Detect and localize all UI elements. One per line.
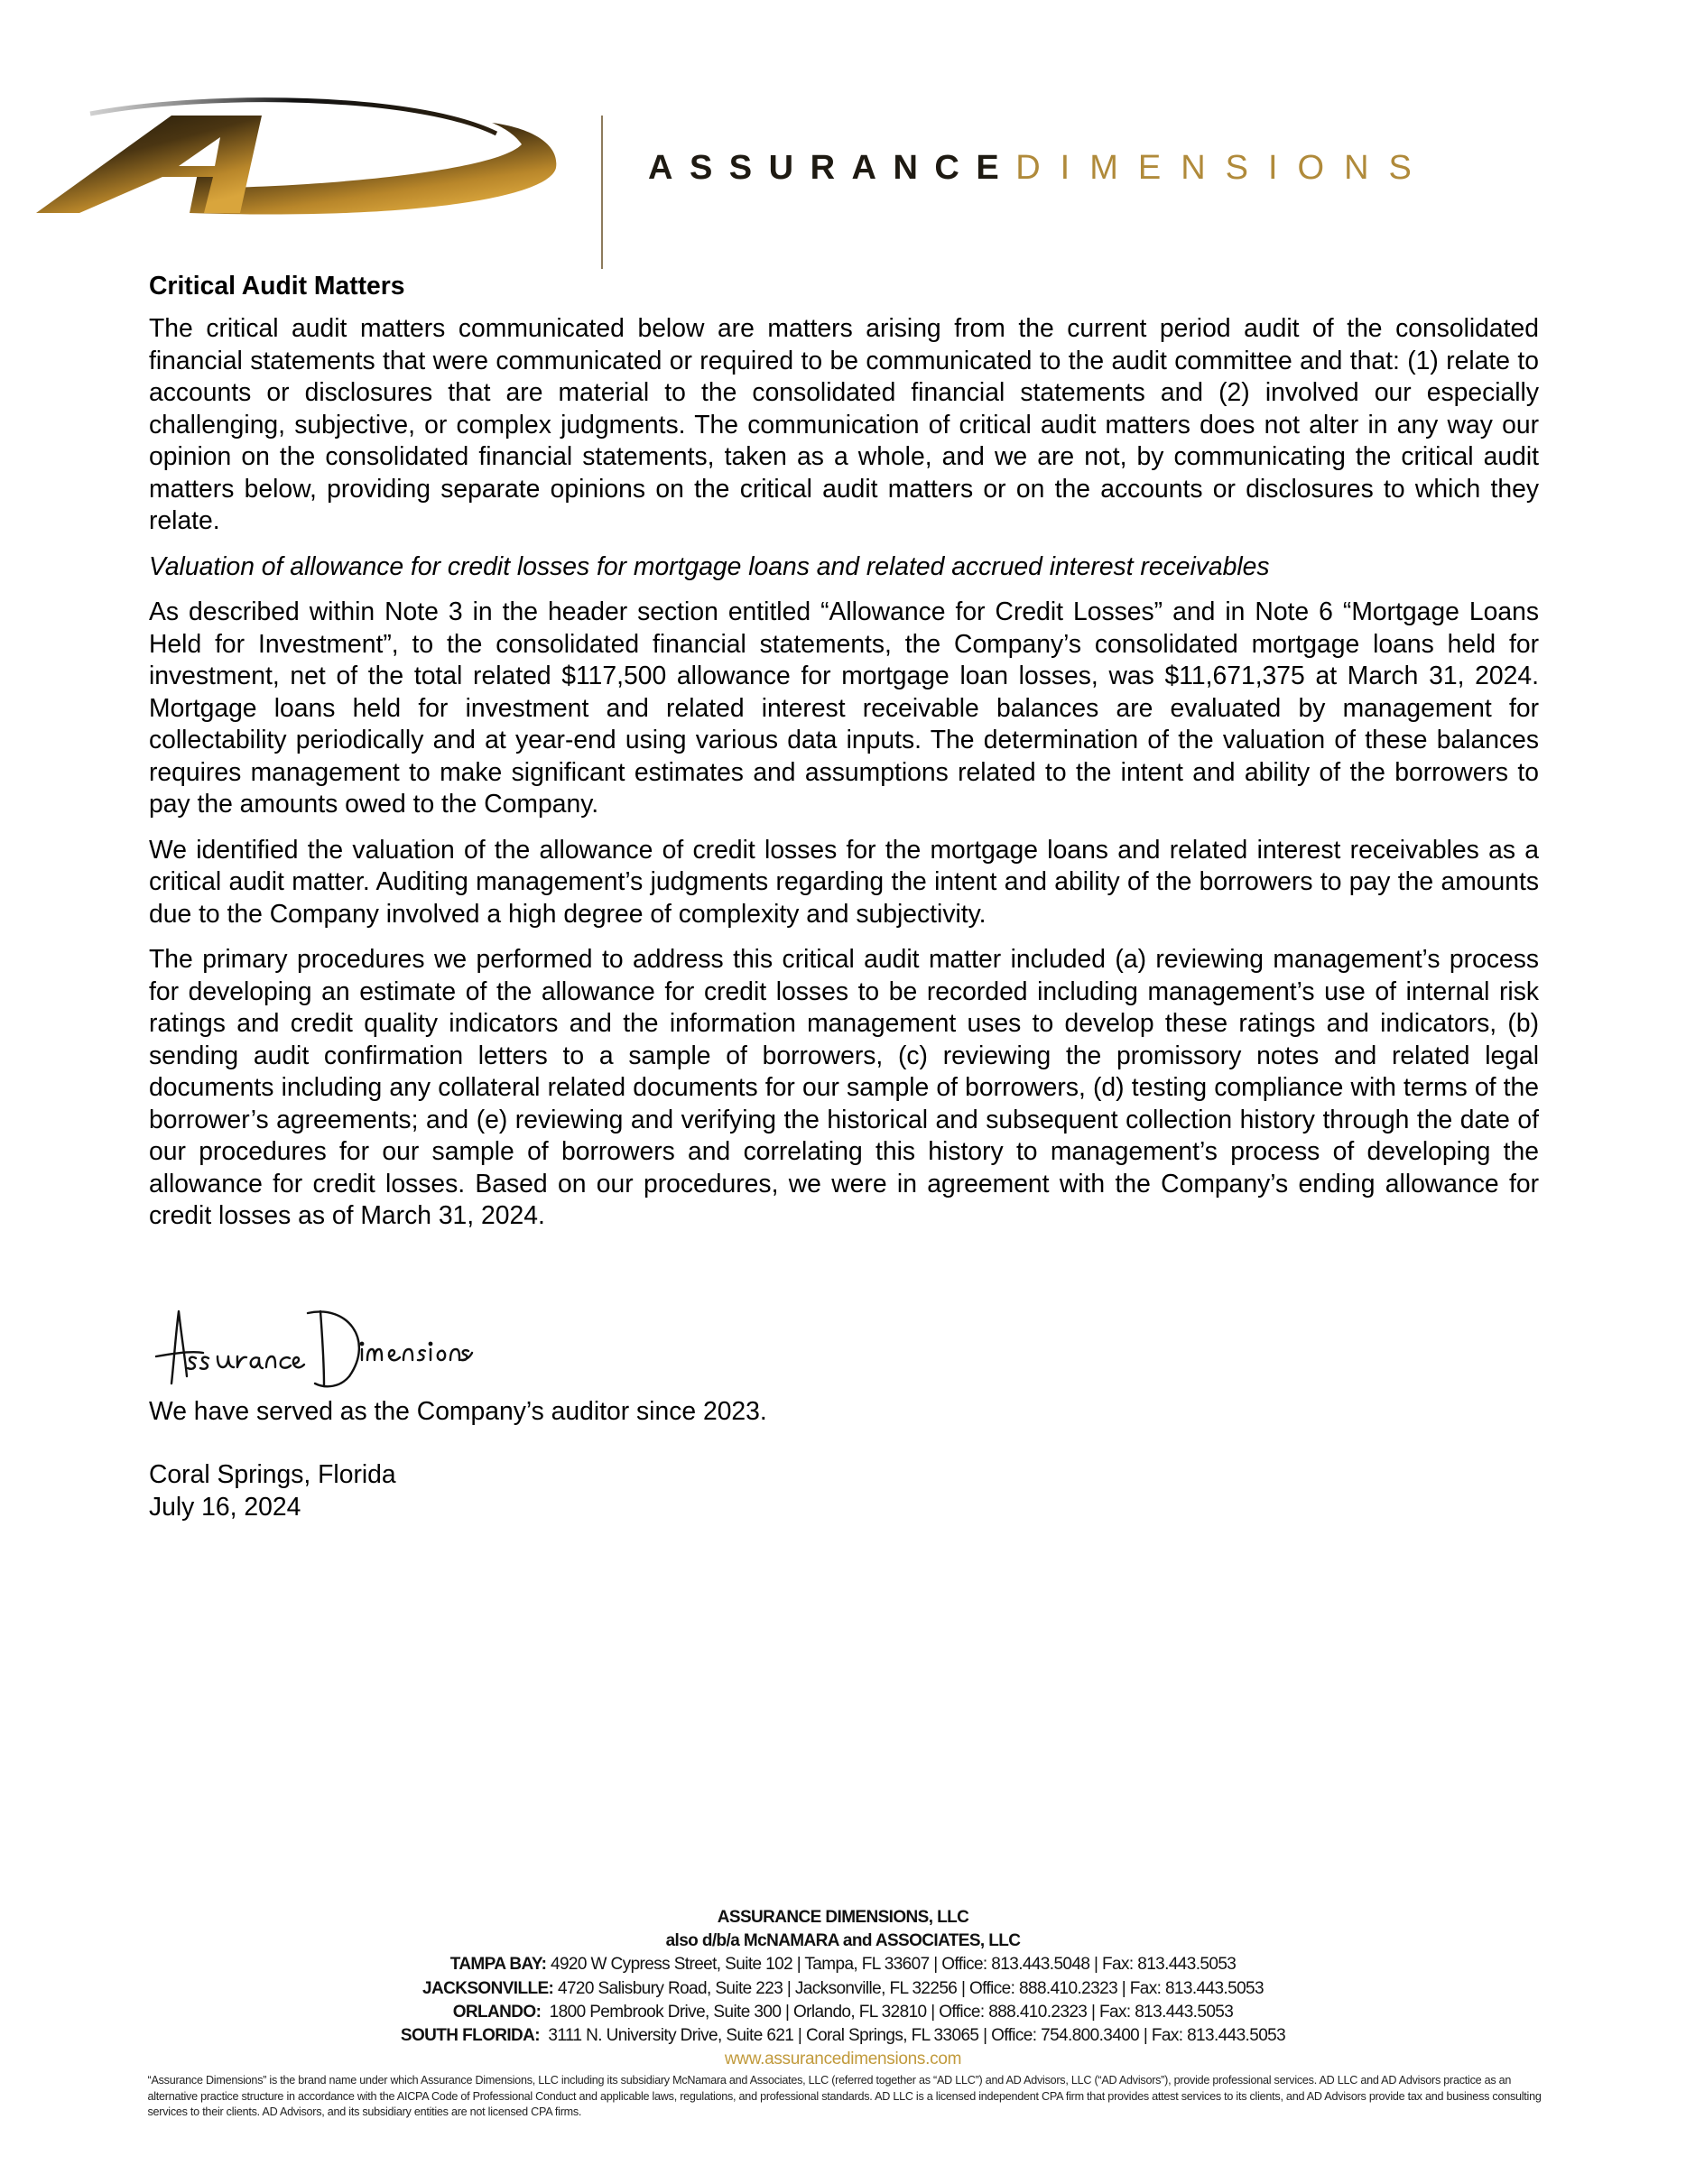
auditor-tenure-statement: We have served as the Company’s auditor since 2023. [149, 1396, 767, 1425]
office-label: SOUTH FLORIDA: [400, 2026, 541, 2046]
company-wordmark [648, 141, 1431, 195]
wordmark-primary: ASSURANCE [648, 149, 1016, 187]
identification-paragraph: We identified the valuation of the allowance of credit losses for the mortgage loans and related interest receivables as a critical audit matter. Auditing management’s judgments regarding the intent and ability of the borrowers to pay the amounts due to the Company involved a high degree of complexity and subjectivity. [149, 834, 1539, 928]
matter-subheading: Valuation of allowance for credit losses for mortgage loans and related accrued interest receivables [149, 551, 1270, 580]
office-details: 4920 W Cypress Street, Suite 102 | Tampa, FL 33607 | Office: 813.443.5048 | Fax: 813.443.5053 [546, 1955, 1237, 1975]
footer-office-south-florida [0, 2024, 1686, 2048]
wordmark-secondary: DIMENSIONS [1015, 149, 1431, 187]
letterhead-footer [0, 1906, 1686, 2121]
auditor-signature-icon [149, 1304, 528, 1390]
office-details: 3111 N. University Drive, Suite 621 | Coral Springs, FL 33065 | Office: 754.800.3400 | Fax: 813.443.5053 [540, 2026, 1286, 2046]
footer-office-jacksonville [0, 1977, 1686, 2001]
footer-dba: also d/b/a McNAMARA and ASSOCIATES, LLC [665, 1931, 1021, 1951]
footer-company-name: ASSURANCE DIMENSIONS, LLC [717, 1908, 969, 1927]
footer-website-link[interactable]: www.assurancedimensions.com [724, 2050, 962, 2069]
office-label: ORLANDO: [452, 2002, 542, 2022]
location-date-block [149, 1458, 396, 1522]
report-date: July 16, 2024 [149, 1492, 301, 1521]
section-heading: Critical Audit Matters [149, 271, 405, 300]
footer-office-orlando [0, 2001, 1686, 2024]
letterhead [0, 54, 1686, 226]
footer-disclaimer: “Assurance Dimensions” is the brand name under which Assurance Dimensions, LLC including its subsidiary McNamara and Associates, LLC (referred together as “AD LLC”) and AD Advisors, LLC (“AD Advisors”), provide professional services. AD LLC and AD Advisors practice as an alternative practice structure in accordance with the AICPA Code of Professional Conduct and applicable laws, regulations, and professional standards. AD LLC is a licensed independent CPA firm that provides attest services to its clients, and AD Advisors provide tax and business consulting services to their clients. AD Advisors, and its subsidiary entities are not licensed CPA firms. [147, 2074, 1542, 2119]
ad-swoosh-logo-icon [27, 97, 569, 224]
office-label: JACKSONVILLE: [422, 1978, 554, 1998]
office-details: 4720 Salisbury Road, Suite 223 | Jacksonville, FL 32256 | Office: 888.410.2323 | Fax: 813.443.5053 [553, 1978, 1264, 1998]
procedures-paragraph: The primary procedures we performed to address this critical audit matter included (a) reviewing management’s process for developing an estimate of the allowance for credit losses to be recorded including management’s use of internal risk ratings and credit quality indicators and the information management uses to develop these ratings and indicators, (b) sending audit confirmation letters to a sample of borrowers, (c) reviewing the promissory notes and related legal documents including any collateral related documents for our sample of borrowers, (d) testing compliance with terms of the borrower’s agreements; and (e) reviewing and verifying the historical and subsequent collection history through the date of our procedures for our sample of borrowers and correlating this history to management’s process of developing the allowance for credit losses. Based on our procedures, we were in agreement with the Company’s ending allowance for credit losses as of March 31, 2024. [149, 944, 1539, 1229]
office-label: TAMPA BAY: [449, 1955, 547, 1975]
header-divider [601, 116, 603, 269]
office-details: 1800 Pembrook Drive, Suite 300 | Orlando, FL 32810 | Office: 888.410.2323 | Fax: 813.443.5053 [541, 2002, 1234, 2022]
intro-paragraph: The critical audit matters communicated below are matters arising from the current period audit of the consolidated financial statements that were communicated or required to be communicated to the audit committee and that: (1) relate to accounts or disclosures that are material to the consolidated financial statements and (2) involved our especially challenging, subjective, or complex judgments. The communication of critical audit matters does not alter in any way our opinion on the consolidated financial statements, taken as a whole, and we are not, by communicating the critical audit matters below, providing separate opinions on the critical audit matters or on the accounts or disclosures to which they relate. [149, 313, 1539, 534]
description-paragraph: As described within Note 3 in the header section entitled “Allowance for Credit Losses” and in Note 6 “Mortgage Loans Held for Investment”, to the consolidated financial statements, the Company’s consolidated mortgage loans held for investment, net of the total related $117,500 allowance for mortgage loan losses, was $11,671,375 at March 31, 2024. Mortgage loans held for investment and related interest receivable balances are evaluated by management for collectability periodically and at year-end using various data inputs. The determination of the valuation of these balances requires management to make significant estimates and assumptions related to the intent and ability of the borrowers to pay the amounts owed to the Company. [149, 597, 1539, 818]
footer-office-tampa [0, 1953, 1686, 1976]
report-body [149, 269, 1539, 1245]
report-city: Coral Springs, Florida [149, 1459, 396, 1488]
